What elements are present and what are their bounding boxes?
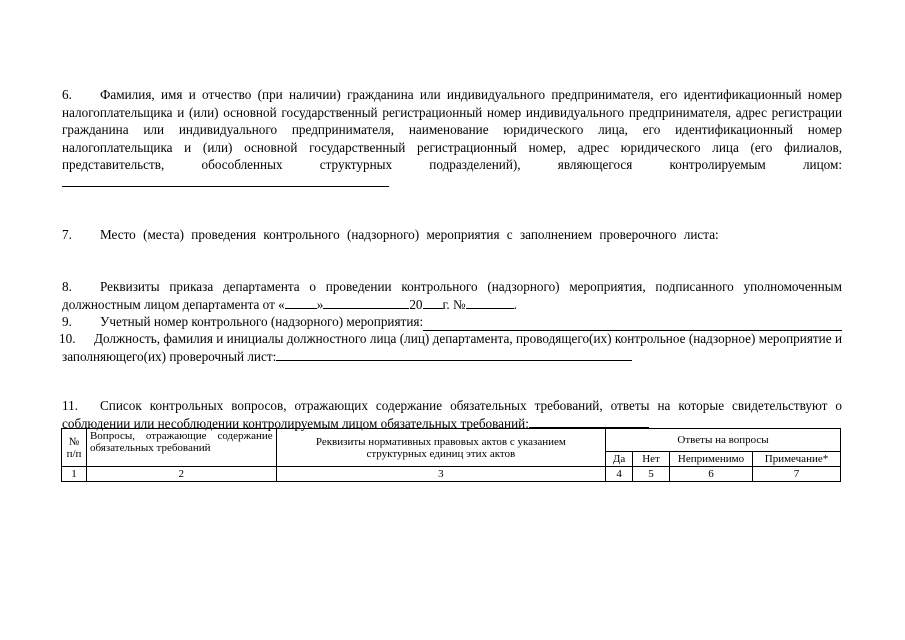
- column-number-cell: 5: [633, 467, 670, 482]
- column-number-cell: 4: [606, 467, 633, 482]
- header-number: № п/п: [62, 429, 87, 467]
- column-number-cell: 1: [62, 467, 87, 482]
- quote-close: »: [316, 296, 324, 312]
- paragraph-8-number: 8.: [62, 279, 72, 294]
- paragraph-8: [62, 278, 842, 313]
- paragraph-8-text: Реквизиты приказа департамента о проведении контрольного (надзорного) мероприятия, подписанного уполномоченным должностным лицом департамента от: [62, 279, 842, 312]
- header-answers: Ответы на вопросы: [606, 429, 841, 452]
- record-number-field[interactable]: [423, 317, 842, 331]
- checklist-table: [61, 428, 841, 482]
- controlled-person-field[interactable]: [62, 174, 389, 187]
- paragraph-6-text: Фамилия, имя и отчество (при наличии) гражданина или индивидуального предпринимателя, его идентификационный номер налогоплательщика и (или) основной государственный регистрационный номер индивидуального предпринимателя, адрес регистрации гражданина или индивидуального предпринимателя, наименование юридического лица, его идентификационный номер налогоплательщика и (или) основной государственный регистрационный номер, адрес юридического лица (его филиалов, представительств, обособленных структурных подразделений), являющегося контролируемым лицом:: [62, 87, 842, 173]
- paragraph-10-number: 10.: [59, 331, 76, 346]
- paragraph-11: [62, 397, 842, 432]
- column-number-cell: 7: [752, 467, 840, 482]
- header-requisites: Реквизиты нормативных правовых актов с указанием структурных единиц этих актов: [276, 429, 605, 467]
- column-number-cell: 2: [86, 467, 276, 482]
- paragraph-9: [62, 313, 842, 331]
- paragraph-6-number: 6.: [62, 87, 72, 102]
- quote-open: «: [278, 296, 285, 312]
- paragraph-9-number: 9.: [62, 314, 72, 329]
- order-year-field[interactable]: [423, 296, 443, 309]
- header-not-applicable: Неприменимо: [670, 452, 753, 467]
- column-number-cell: 6: [670, 467, 753, 482]
- paragraph-11-number: 11.: [62, 398, 78, 413]
- column-number-cell: 3: [276, 467, 605, 482]
- paragraph-9-text: Учетный номер контрольного (надзорного) мероприятия:: [100, 314, 424, 329]
- paragraph-7: [62, 226, 842, 244]
- paragraph-7-text: Место (места) проведения контрольного (надзорного) мероприятия с заполнением проверочного листа:: [100, 227, 719, 242]
- header-questions: Вопросы, отражающие содержание обязательных требований: [86, 429, 276, 467]
- header-note: Примечание*: [752, 452, 840, 467]
- paragraph-7-number: 7.: [62, 227, 72, 242]
- paragraph-6: [62, 86, 842, 192]
- order-day-field[interactable]: [285, 296, 317, 309]
- paragraph-11-text: Список контрольных вопросов, отражающих содержание обязательных требований, ответы на которые свидетельствуют о соблюдении или несоблюдении контролируемым лицом обязательных требований:: [62, 398, 842, 431]
- inspector-field[interactable]: [276, 348, 632, 361]
- paragraph-10: [59, 330, 842, 365]
- header-yes: Да: [606, 452, 633, 467]
- order-number-field[interactable]: [466, 296, 514, 309]
- year-suffix: г. №: [442, 296, 466, 312]
- header-no: Нет: [633, 452, 670, 467]
- order-month-field[interactable]: [323, 296, 409, 309]
- year-prefix: 20: [409, 296, 423, 312]
- paragraph-10-text: Должность, фамилия и инициалы должностного лица (лиц) департамента, проводящего(их) контрольное (надзорное) мероприятие и заполняющего(их) проверочный лист:: [62, 331, 842, 364]
- requirements-field[interactable]: [529, 415, 649, 428]
- table-row: [62, 467, 841, 482]
- paragraph-8-end: .: [513, 296, 517, 312]
